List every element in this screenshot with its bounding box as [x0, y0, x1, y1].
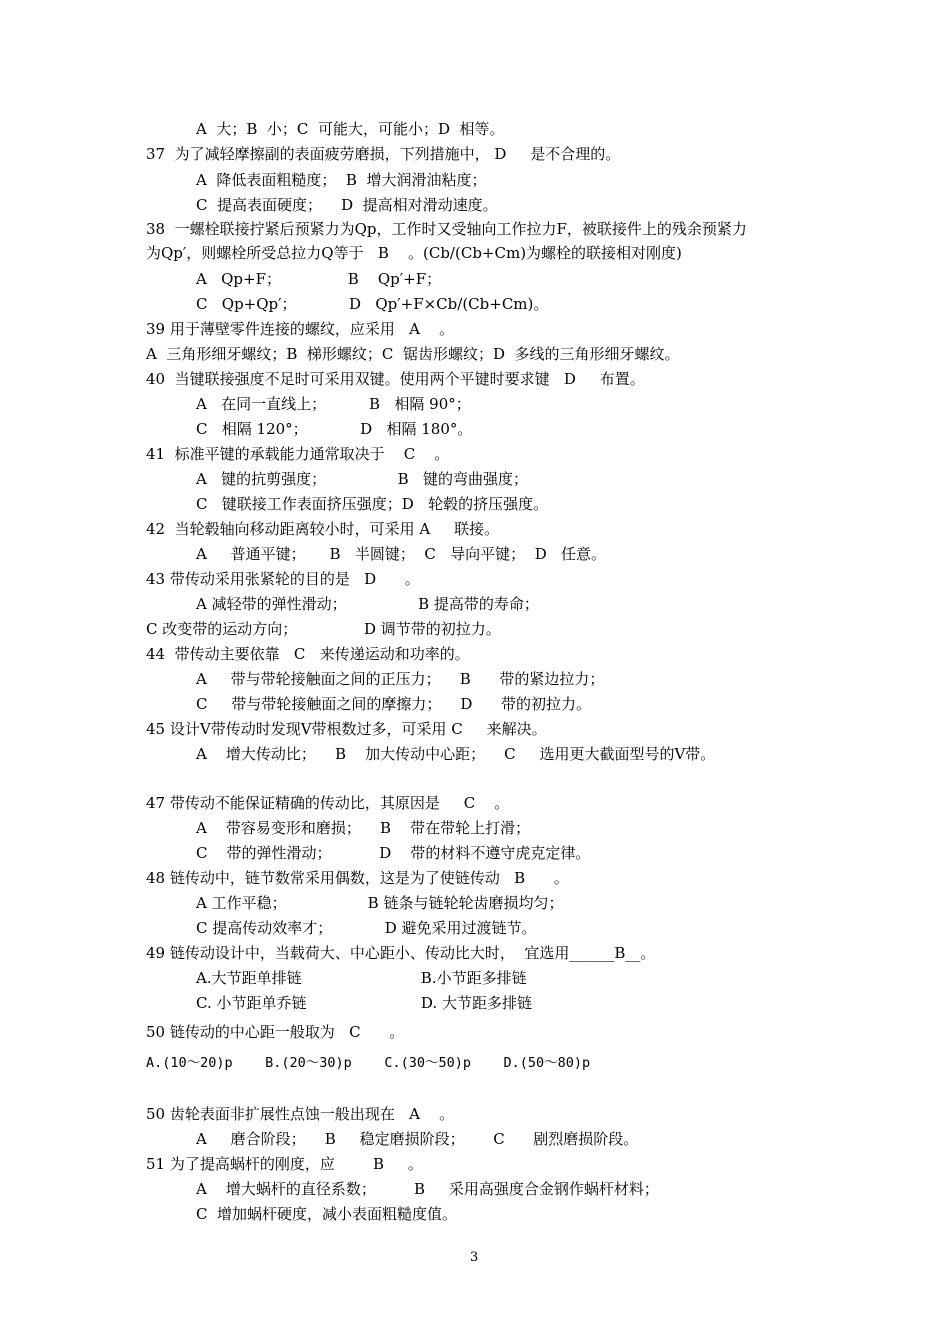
text-line: A Qp+F； B Qp′+F； [196, 270, 442, 288]
text-line: C 提高传动效率才； D 避免采用过渡链节。 [196, 919, 537, 937]
text-line: 50 链传动的中心距一般取为 C 。 [146, 1023, 405, 1041]
text-line: C Qp+Qp′； D Qp′+F×Cb/(Cb+Cm)。 [196, 295, 549, 313]
text-line: A 带容易变形和磨损； B 带在带轮上打滑； [196, 819, 531, 837]
text-line: 40 当键联接强度不足时可采用双键。使用两个平键时要求键 D 布置。 [146, 370, 645, 388]
text-line: 39 用于薄壁零件连接的螺纹，应采用 A 。 [146, 320, 455, 338]
text-line: 42 当轮毂轴向移动距离较小时，可采用 A 联接。 [146, 520, 500, 538]
text-line: 47 带传动不能保证精确的传动比，其原因是 C 。 [146, 794, 510, 812]
text-line: 50 齿轮表面非扩展性点蚀一般出现在 A 。 [146, 1105, 455, 1123]
text-line: C. 小节距单乔链 D. 大节距多排链 [196, 994, 532, 1012]
text-line: A 大；B 小；C 可能大，可能小；D 相等。 [196, 120, 505, 138]
text-line: 41 标准平键的承载能力通常取决于 C 。 [146, 445, 450, 463]
text-line: C 增加蜗杆硬度，减小表面粗糙度值。 [196, 1205, 458, 1223]
text-line: A 磨合阶段； B 稳定磨损阶段； C 剧烈磨损阶段。 [196, 1130, 639, 1148]
text-line: 为Qp′，则螺栓所受总拉力Q等于 B 。(Cb/(Cb+Cm)为螺栓的联接相对刚度) [146, 244, 682, 262]
text-line: A.大节距单排链 B.小节距多排链 [196, 969, 527, 987]
page-number: 3 [470, 1250, 479, 1265]
text-line: 43 带传动采用张紧轮的目的是 D 。 [146, 570, 420, 588]
text-line: 45 设计V带传动时发现V带根数过多，可采用 C 来解决。 [146, 720, 547, 738]
text-line: A 减轻带的弹性滑动； B 提高带的寿命； [196, 595, 539, 613]
text-line: A 普通平键； B 半圆键； C 导向平键； D 任意。 [196, 545, 607, 563]
text-line: A 降低表面粗糙度； B 增大润滑油粘度； [196, 171, 487, 189]
text-line: A 键的抗剪强度； B 键的弯曲强度； [196, 470, 528, 488]
text-line: C 带与带轮接触面之间的摩擦力； D 带的初拉力。 [196, 695, 592, 713]
text-line: C 改变带的运动方向； D 调节带的初拉力。 [146, 620, 501, 638]
text-line: C 键联接工作表面挤压强度；D 轮毂的挤压强度。 [196, 495, 549, 513]
text-line: 48 链传动中，链节数常采用偶数，这是为了使链传动 B 。 [146, 869, 569, 887]
text-line: 51 为了提高蜗杆的刚度，应 B 。 [146, 1155, 423, 1173]
text-line: 44 带传动主要依靠 C 来传递运动和功率的。 [146, 645, 470, 663]
text-line: A 增大蜗杆的直径系数； B 采用高强度合金钢作蜗杆材料； [196, 1180, 659, 1198]
text-line: A 三角形细牙螺纹；B 梯形螺纹；C 锯齿形螺纹；D 多线的三角形细牙螺纹。 [146, 345, 680, 363]
text-line: A.(10～20)p B.(20～30)p C.(30～50)p D.(50～80)p [146, 1055, 591, 1071]
text-line: C 相隔 120°； D 相隔 180°。 [196, 420, 473, 438]
text-line: A 在同一直线上； B 相隔 90°； [196, 395, 471, 413]
text-line: C 带的弹性滑动； D 带的材料不遵守虎克定律。 [196, 844, 591, 862]
text-line: C 提高表面硬度； D 提高相对滑动速度。 [196, 196, 498, 214]
text-line: 38 一螺栓联接拧紧后预紧力为Qp，工作时又受轴向工作拉力F，被联接件上的残余预紧力 [146, 220, 747, 238]
text-line: A 工作平稳； B 链条与链轮轮齿磨损均匀； [196, 894, 564, 912]
text-line: 37 为了减轻摩擦副的表面疲劳磨损，下列措施中， D 是不合理的。 [146, 145, 621, 163]
text-line: A 增大传动比； B 加大传动中心距； C 选用更大截面型号的V带。 [196, 745, 716, 763]
text-line: A 带与带轮接触面之间的正压力； B 带的紧边拉力； [196, 670, 605, 688]
text-line: 49 链传动设计中，当载荷大、中心距小、传动比大时， 宜选用______B__。 [146, 944, 656, 962]
